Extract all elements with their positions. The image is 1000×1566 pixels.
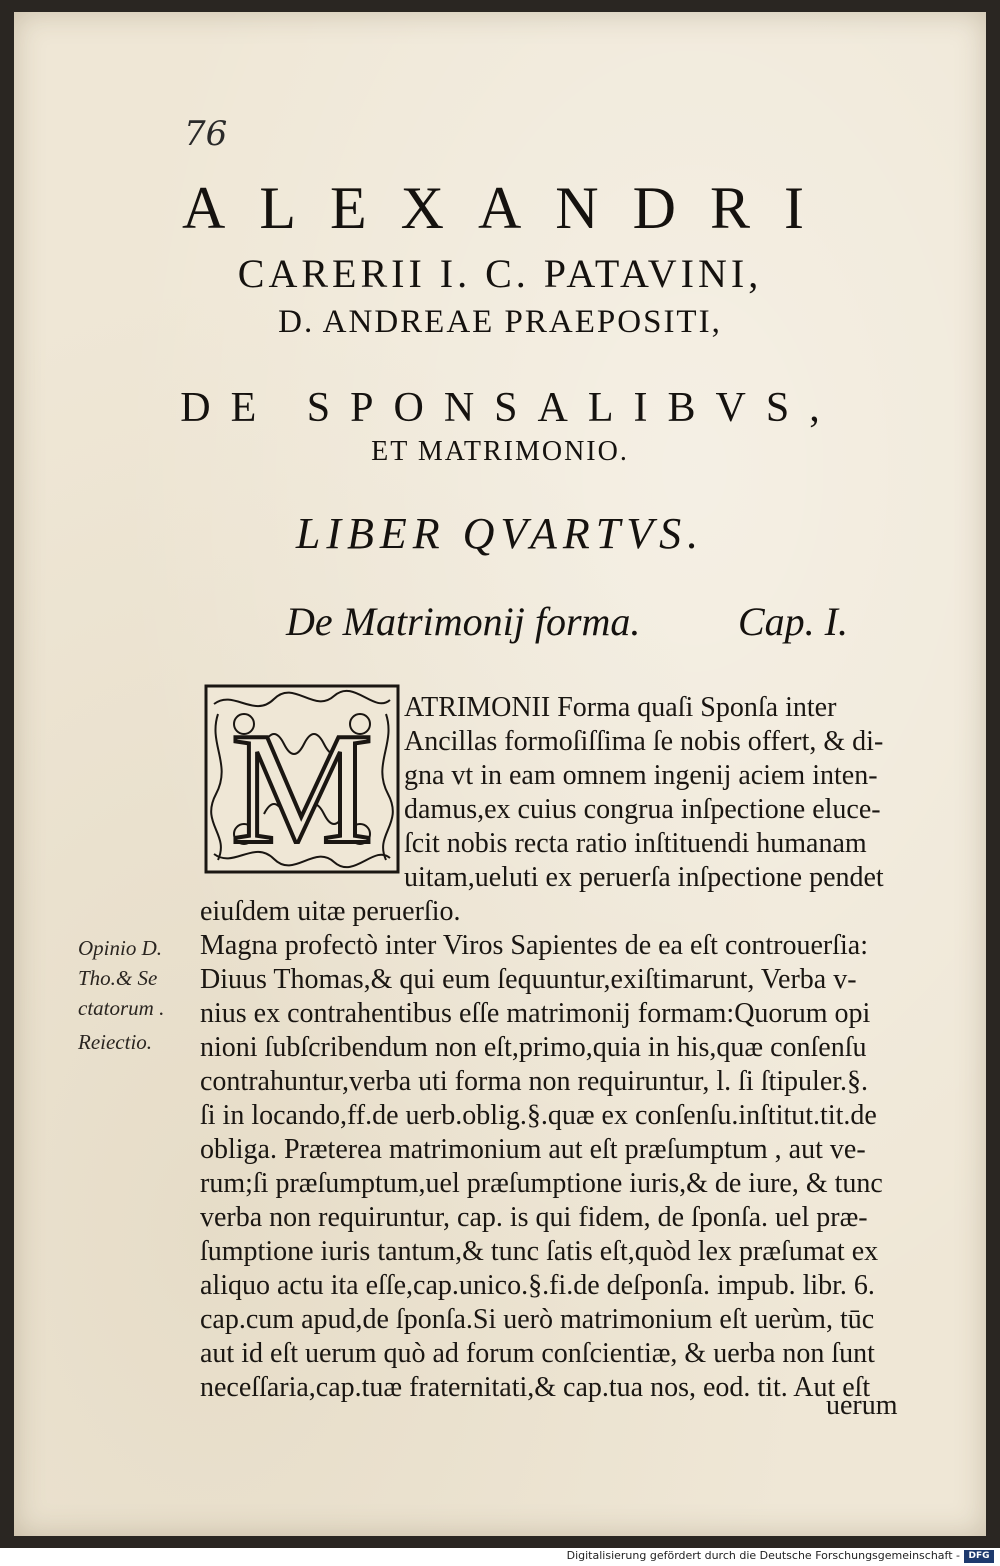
text-line: Diuus Thomas,& qui eum ſequuntur,exiſtimarunt, Verba v- <box>200 964 857 995</box>
margin-note: Tho.& Se <box>78 966 158 990</box>
text-line: nius ex contrahentibus eſſe matrimonij formam:Quorum opi <box>200 998 871 1029</box>
title-author-line-3: D. ANDREAE PRAEPOSITI, <box>278 304 722 340</box>
text-line: contrahuntur,verba uti forma non requiruntur, l. ſi ſtipuler.§. <box>200 1066 869 1097</box>
text-line: ſcit nobis recta ratio inſtituendi humanam <box>404 828 867 859</box>
text-line: aliquo actu ita eſſe,cap.unico.§.fi.de deſponſa. impub. libr. 6. <box>200 1270 875 1301</box>
text-line: eiuſdem uitæ peruerſio. <box>200 896 461 927</box>
dfg-logo: DFG <box>964 1550 994 1563</box>
text-line: obliga. Præterea matrimonium aut eſt præſumptum , aut ve- <box>200 1134 866 1165</box>
margin-note: ctatorum . <box>78 996 165 1020</box>
text-line: cap.cum apud,de ſponſa.Si uerò matrimonium eſt uerùm, tūc <box>200 1304 875 1335</box>
title-author: ALEXANDRI <box>182 175 838 241</box>
initial-letter: M <box>230 699 374 874</box>
book-page <box>14 12 986 1536</box>
book-heading: LIBER QVARTVS. <box>295 509 705 558</box>
text-line: neceſſaria,cap.tuæ fraternitati,& cap.tua nos, eod. tit. Aut eſt <box>200 1372 871 1403</box>
text-line: Magna profectò inter Viros Sapientes de ea eſt controuerſia: <box>200 930 869 961</box>
text-line: Ancillas formoſiſſima ſe nobis offert, & di- <box>404 726 884 757</box>
text-line: gna vt in eam omnem ingenij aciem inten- <box>404 760 878 791</box>
page-number: 76 <box>184 114 228 154</box>
title-work: DE SPONSALIBVS, <box>180 385 840 431</box>
text-line: ſi in locando,ff.de uerb.oblig.§.quæ ex conſenſu.inſtitut.tit.de <box>200 1100 877 1131</box>
decorated-initial <box>204 684 400 874</box>
text-line: uitam,ueluti ex peruerſa inſpectione pendet <box>404 862 884 893</box>
footer-credit: Digitalisierung gefördert durch die Deutsche Forschungsgemeinschaft - <box>566 1549 960 1562</box>
catchword: uerum <box>826 1390 898 1421</box>
text-line: nioni ſubſcribendum non eſt,primo,quia in his,quæ conſenſu <box>200 1032 867 1063</box>
text-line: ATRIMONII Forma quaſi Sponſa inter <box>404 692 837 723</box>
text-line: aut id eſt uerum quò ad forum conſcientiæ, & uerba non ſunt <box>200 1338 875 1369</box>
text-line: rum;ſi præſumptum,uel præſumptione iuris,& de iure, & tunc <box>200 1168 883 1199</box>
chapter-title: De Matrimonij forma. <box>286 599 641 644</box>
margin-note: Reiectio. <box>78 1030 153 1054</box>
title-author-line-2: CARERII I. C. PATAVINI, <box>237 251 763 296</box>
title-work-line-2: ET MATRIMONIO. <box>371 436 629 467</box>
margin-note: Opinio D. <box>78 936 162 960</box>
text-line: damus,ex cuius congrua inſpectione eluce- <box>404 794 881 825</box>
text-line: ſumptione iuris tantum,& tunc ſatis eſt,quòd lex præſumat ex <box>200 1236 879 1267</box>
decorated-initial-art <box>204 684 400 874</box>
text-line: verba non requiruntur, cap. is qui fidem, de ſponſa. uel præ- <box>200 1202 868 1233</box>
chapter-number: Cap. I. <box>738 599 848 644</box>
